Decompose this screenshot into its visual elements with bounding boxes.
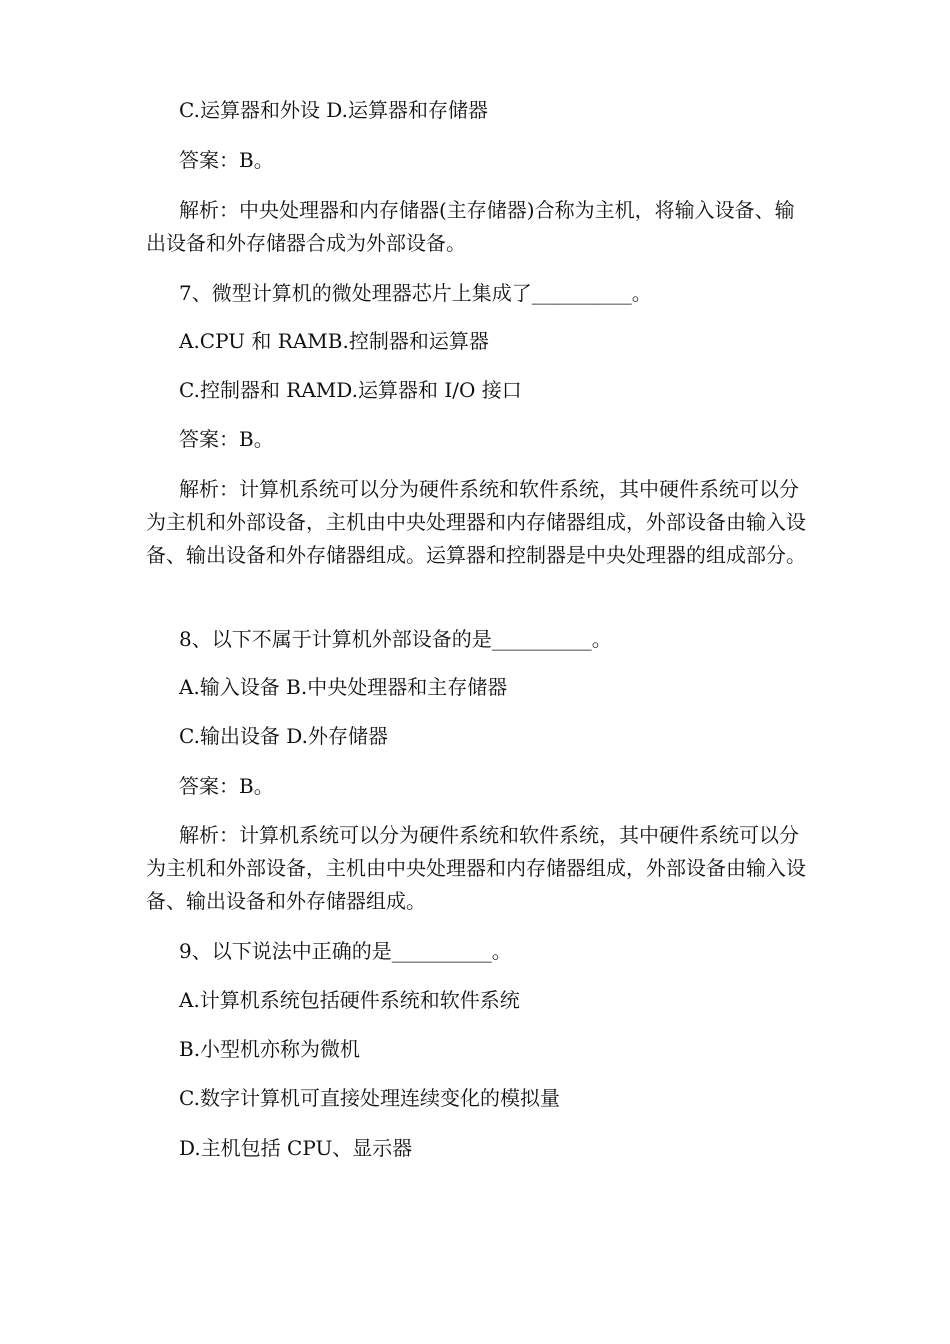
option-line: A.CPU 和 RAMB.控制器和运算器 — [179, 329, 489, 353]
answer: 答案：B。 — [179, 148, 274, 172]
option-line: A.输入设备 B.中央处理器和主存储器 — [179, 675, 508, 699]
answer: 答案：B。 — [179, 774, 274, 798]
option-line: C.输出设备 D.外存储器 — [179, 724, 388, 748]
option-line: C.数字计算机可直接处理连续变化的模拟量 — [179, 1086, 560, 1110]
option-line: C.运算器和外设 D.运算器和存储器 — [179, 98, 488, 122]
answer: 答案：B。 — [179, 427, 274, 451]
option-line: D.主机包括 CPU、显示器 — [179, 1136, 413, 1160]
question-8: 8、以下不属于计算机外部设备的是__________。 — [179, 627, 612, 651]
question-9: 9、以下说法中正确的是__________。 — [179, 939, 512, 963]
explanation: 解析：计算机系统可以分为硬件系统和软件系统，其中硬件系统可以分为主机和外部设备，主机由中央处理器和内存储器组成，外部设备由输入设备、输出设备和外存储器组成。 — [146, 823, 806, 913]
option-line: B.小型机亦称为微机 — [179, 1037, 361, 1061]
explanation: 解析：中央处理器和内存储器(主存储器)合称为主机，将输入设备、输出设备和外存储器合成为外部设备。 — [146, 198, 795, 255]
question-7: 7、微型计算机的微处理器芯片上集成了__________。 — [179, 281, 652, 305]
option-line: C.控制器和 RAMD.运算器和 I/O 接口 — [179, 378, 522, 402]
explanation: 解析：计算机系统可以分为硬件系统和软件系统，其中硬件系统可以分为主机和外部设备，主机由中央处理器和内存储器组成，外部设备由输入设备、输出设备和外存储器组成。运算器和控制器是中央处理器的组成部分。 — [146, 477, 806, 567]
option-line: A.计算机系统包括硬件系统和软件系统 — [179, 988, 520, 1012]
